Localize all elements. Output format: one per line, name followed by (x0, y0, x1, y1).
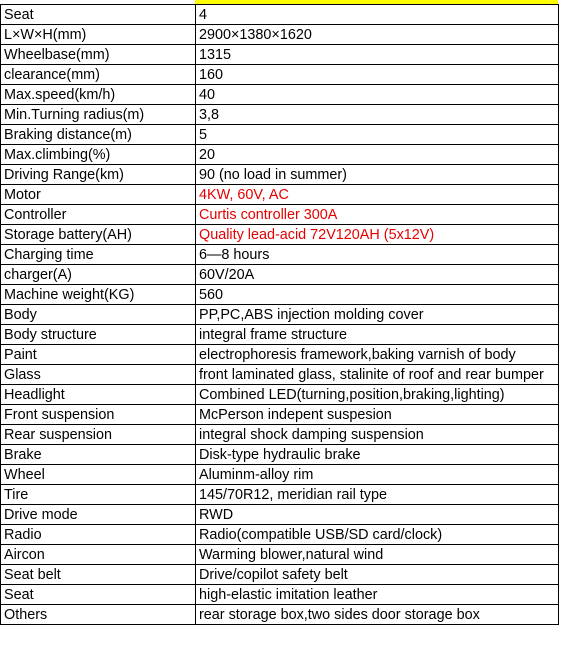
spec-value: 4KW, 60V, AC (196, 185, 559, 205)
spec-row (1, 385, 559, 405)
spec-value: 2900×1380×1620 (196, 25, 559, 45)
spec-value: McPerson indepent suspesion (196, 405, 559, 425)
spec-label: Min.Turning radius(m) (1, 105, 196, 125)
spec-row (1, 365, 559, 385)
spec-label: Controller (1, 205, 196, 225)
spec-label: Front suspension (1, 405, 196, 425)
spec-value: front laminated glass, stalinite of roof and rear bumper (196, 365, 559, 385)
spec-label: Headlight (1, 385, 196, 405)
spec-label: Charging time (1, 245, 196, 265)
spec-value: Curtis controller 300A (196, 205, 559, 225)
spec-row (1, 45, 559, 65)
spec-value: 20 (196, 145, 559, 165)
spec-label: Body structure (1, 325, 196, 345)
spec-row (1, 525, 559, 545)
spec-value: 160 (196, 65, 559, 85)
spec-label: Braking distance(m) (1, 125, 196, 145)
spec-label: Seat (1, 5, 196, 25)
spec-row (1, 245, 559, 265)
spec-label: Glass (1, 365, 196, 385)
spec-value: RWD (196, 505, 559, 525)
spec-row (1, 85, 559, 105)
spec-row (1, 565, 559, 585)
spec-row (1, 405, 559, 425)
spec-table-body (1, 5, 559, 625)
spec-value: Quality lead-acid 72V120AH (5x12V) (196, 225, 559, 245)
spec-label: Drive mode (1, 505, 196, 525)
spec-row (1, 505, 559, 525)
spec-label: Seat (1, 585, 196, 605)
spec-label: Aircon (1, 545, 196, 565)
spec-row (1, 545, 559, 565)
spec-label: Paint (1, 345, 196, 365)
spec-value: Combined LED(turning,position,braking,lighting) (196, 385, 559, 405)
spec-label: Rear suspension (1, 425, 196, 445)
spec-table (0, 4, 559, 625)
spec-label: L×W×H(mm) (1, 25, 196, 45)
spec-label: Max.speed(km/h) (1, 85, 196, 105)
spec-label: charger(A) (1, 265, 196, 285)
spec-value: 4 (196, 5, 559, 25)
spec-value: high-elastic imitation leather (196, 585, 559, 605)
spec-value: 90 (no load in summer) (196, 165, 559, 185)
spec-row (1, 185, 559, 205)
spec-row (1, 145, 559, 165)
spec-label: Machine weight(KG) (1, 285, 196, 305)
spec-value: Radio(compatible USB/SD card/clock) (196, 525, 559, 545)
spec-label: Body (1, 305, 196, 325)
spec-value: Drive/copilot safety belt (196, 565, 559, 585)
spec-row (1, 585, 559, 605)
spec-label: Radio (1, 525, 196, 545)
spec-row (1, 605, 559, 625)
spec-row (1, 425, 559, 445)
spec-row (1, 25, 559, 45)
spec-value: 3,8 (196, 105, 559, 125)
spec-row (1, 465, 559, 485)
spec-row (1, 165, 559, 185)
spec-label: Seat belt (1, 565, 196, 585)
spec-value: rear storage box,two sides door storage box (196, 605, 559, 625)
spec-label: Max.climbing(%) (1, 145, 196, 165)
spec-value: 5 (196, 125, 559, 145)
spec-label: Brake (1, 445, 196, 465)
spec-label: Motor (1, 185, 196, 205)
spec-label: Tire (1, 485, 196, 505)
spec-label: Others (1, 605, 196, 625)
spec-value: 560 (196, 285, 559, 305)
spec-value: 1315 (196, 45, 559, 65)
spec-row (1, 65, 559, 85)
spec-label: Wheel (1, 465, 196, 485)
spec-row (1, 125, 559, 145)
spec-value: Aluminm-alloy rim (196, 465, 559, 485)
spec-row (1, 305, 559, 325)
spec-label: Driving Range(km) (1, 165, 196, 185)
spec-row (1, 105, 559, 125)
spec-value: electrophoresis framework,baking varnish of body (196, 345, 559, 365)
spec-label: Wheelbase(mm) (1, 45, 196, 65)
spec-row (1, 5, 559, 25)
spec-row (1, 345, 559, 365)
spec-label: Storage battery(AH) (1, 225, 196, 245)
spec-value: 145/70R12, meridian rail type (196, 485, 559, 505)
spec-value: Disk-type hydraulic brake (196, 445, 559, 465)
spec-value: 6—8 hours (196, 245, 559, 265)
spec-label: clearance(mm) (1, 65, 196, 85)
spec-row (1, 285, 559, 305)
spec-value: 40 (196, 85, 559, 105)
spec-value: integral frame structure (196, 325, 559, 345)
spec-row (1, 485, 559, 505)
spec-value: Warming blower,natural wind (196, 545, 559, 565)
spec-row (1, 325, 559, 345)
spec-value: 60V/20A (196, 265, 559, 285)
spec-row (1, 205, 559, 225)
spec-row (1, 445, 559, 465)
spec-row (1, 225, 559, 245)
spec-value: integral shock damping suspension (196, 425, 559, 445)
spec-value: PP,PC,ABS injection molding cover (196, 305, 559, 325)
spec-row (1, 265, 559, 285)
